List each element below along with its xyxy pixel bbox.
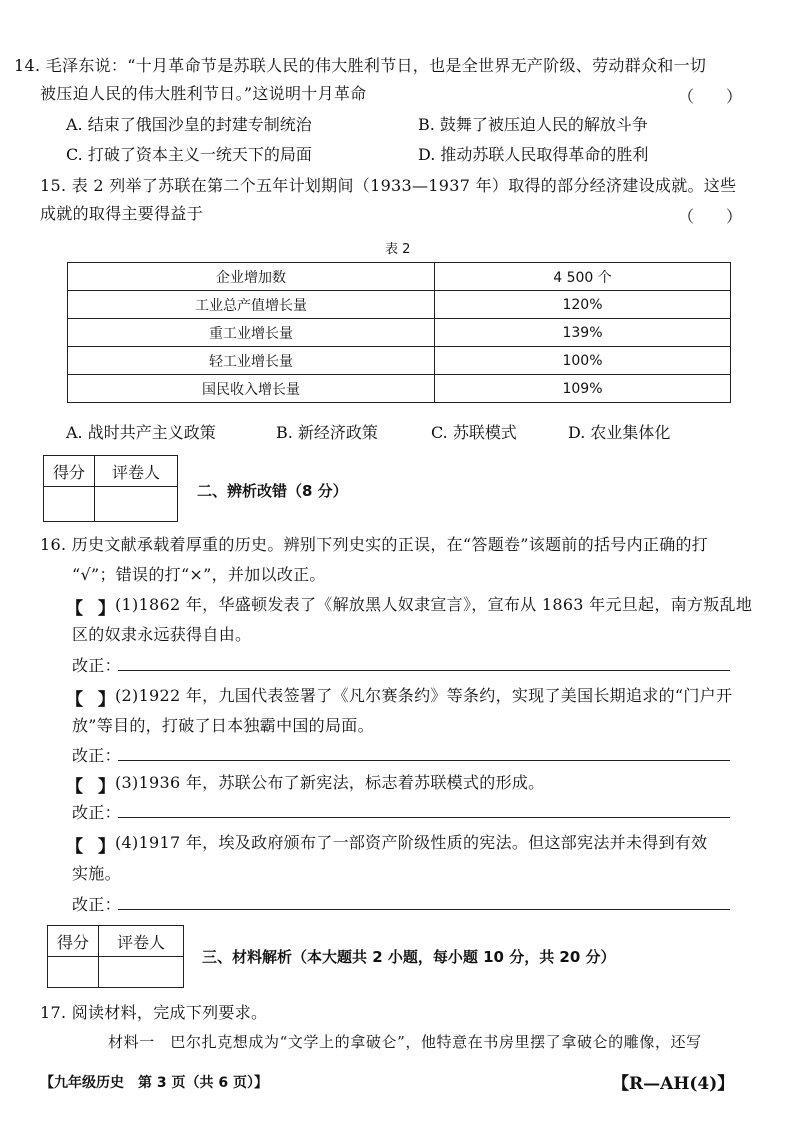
grader-label: 评卷人 (95, 456, 178, 487)
q16-item3-bracket-close: 】 (98, 777, 115, 797)
q14-stem-line1: 14. 毛泽东说：“十月革命节是苏联人民的伟大胜利节日，也是全世界无产阶级、劳动群众和一切 (14, 56, 707, 75)
table-cell-item: 国民收入增长量 (68, 375, 435, 403)
q16-item1-answer-line[interactable] (118, 670, 730, 671)
table-row (68, 319, 731, 347)
table-cell-item: 轻工业增长量 (68, 347, 435, 375)
grader-input-cell[interactable] (99, 957, 184, 988)
q16-item3-bracket-open: 【 (66, 777, 83, 797)
section3-title: 三、材料解析（本大题共 2 小题，每小题 10 分，共 20 分） (202, 948, 616, 966)
q16-item3-line1: (3)1936 年，苏联公布了新宪法，标志着苏联模式的形成。 (115, 773, 545, 792)
q14-option-d: D. 推动苏联人民取得革命的胜利 (418, 145, 649, 164)
table-cell-value: 4 500 个 (435, 263, 731, 291)
q16-item2-answer-line[interactable] (118, 760, 730, 761)
page-footer-info: 【九年级历史 第 3 页（共 6 页）】 (40, 1075, 268, 1091)
q15-stem-line2: 成就的取得主要得益于 (40, 204, 204, 223)
q14-stem-line2: 被压迫人民的伟大胜利节日。”这说明十月革命 (40, 84, 367, 103)
table-row (68, 291, 731, 319)
q15-table-title: 表 2 (385, 242, 411, 257)
q15-option-d: D. 农业集体化 (568, 423, 671, 442)
q16-item1-line1: (1)1862 年，华盛顿发表了《解放黑人奴隶宣言》，宣布从 1863 年元旦起，南方叛乱地 (115, 595, 753, 614)
q16-stem-line2: “√”；错误的打“×”，并加以改正。 (72, 565, 326, 584)
grader-label: 评卷人 (99, 926, 184, 957)
q15-answer-paren: （ ） (678, 207, 743, 226)
q14-answer-paren: （ ） (678, 87, 743, 106)
q16-item2-bracket-open: 【 (66, 690, 83, 710)
table-cell-value: 139% (435, 319, 731, 347)
q16-item1-line2: 区的奴隶永远获得自由。 (72, 625, 252, 644)
q15-option-b: B. 新经济政策 (276, 423, 378, 442)
q14-option-b: B. 鼓舞了被压迫人民的解放斗争 (418, 115, 648, 134)
q16-item1-bracket-open: 【 (66, 599, 83, 619)
table-cell-value: 109% (435, 375, 731, 403)
score-label: 得分 (44, 456, 95, 487)
q16-item4-bracket-open: 【 (66, 837, 83, 857)
table-cell-item: 工业总产值增长量 (68, 291, 435, 319)
table-row (68, 263, 731, 291)
q15-option-c: C. 苏联模式 (431, 423, 517, 442)
grader-input-cell[interactable] (95, 487, 178, 522)
q16-item2-bracket-close: 】 (98, 690, 115, 710)
q16-item4-answer-line[interactable] (118, 909, 730, 910)
table-row (68, 375, 731, 403)
q16-item3-correction-label: 改正： (72, 803, 121, 822)
table-cell-value: 120% (435, 291, 731, 319)
score-box (47, 925, 184, 988)
q14-option-c: C. 打破了资本主义一统天下的局面 (66, 145, 312, 164)
score-box (43, 455, 178, 522)
table-row (68, 347, 731, 375)
q15-option-a: A. 战时共产主义政策 (66, 423, 216, 442)
q16-item1-correction-label: 改正： (72, 656, 121, 675)
q16-item1-bracket-close: 】 (98, 599, 115, 619)
q15-data-table (67, 262, 731, 403)
q16-item2-line1: (2)1922 年，九国代表签署了《凡尔赛条约》等条约，实现了美国长期追求的“门户开 (115, 686, 733, 705)
q16-stem-line1: 16. 历史文献承载着厚重的历史。辨别下列史实的正误，在“答题卷”该题前的括号内正确的打 (40, 535, 709, 554)
q17-material1: 材料一 巴尔扎克想成为“文学上的拿破仑”，他特意在书房里摆了拿破仑的雕像，还写 (108, 1033, 702, 1051)
q16-item4-bracket-close: 】 (98, 837, 115, 857)
q16-item2-correction-label: 改正： (72, 746, 121, 765)
q14-option-a: A. 结束了俄国沙皇的封建专制统治 (66, 115, 312, 134)
q15-stem-line1: 15. 表 2 列举了苏联在第二个五年计划期间（1933—1937 年）取得的部分经济建设成就。这些 (40, 176, 737, 195)
q16-item4-correction-label: 改正： (72, 895, 121, 914)
score-label: 得分 (48, 926, 99, 957)
table-cell-item: 企业增加数 (68, 263, 435, 291)
q17-stem: 17. 阅读材料，完成下列要求。 (40, 1003, 268, 1022)
q16-item4-line2: 实施。 (72, 864, 121, 883)
section2-title: 二、辨析改错（8 分） (197, 482, 348, 500)
score-input-cell[interactable] (44, 487, 95, 522)
q16-item4-line1: (4)1917 年，埃及政府颁布了一部资产阶级性质的宪法。但这部宪法并未得到有效 (115, 833, 708, 852)
score-input-cell[interactable] (48, 957, 99, 988)
q16-item2-line2: 放”等目的，打破了日本独霸中国的局面。 (72, 716, 374, 735)
q16-item3-answer-line[interactable] (118, 817, 730, 818)
table-cell-item: 重工业增长量 (68, 319, 435, 347)
table-cell-value: 100% (435, 347, 731, 375)
paper-code: 【R—AH(4)】 (612, 1074, 735, 1094)
